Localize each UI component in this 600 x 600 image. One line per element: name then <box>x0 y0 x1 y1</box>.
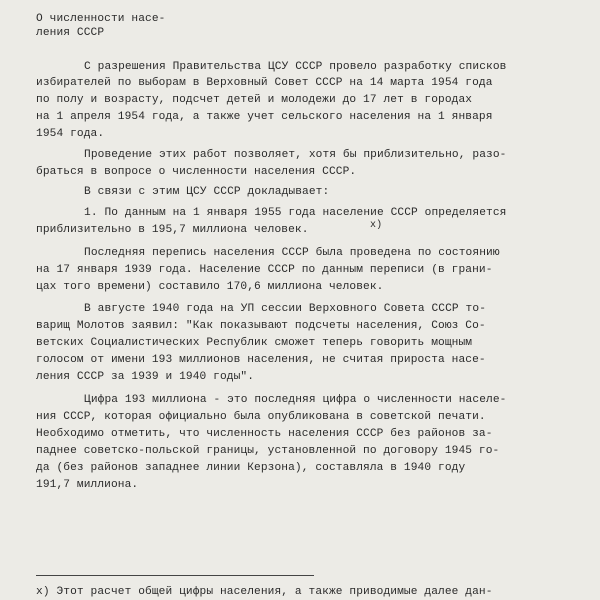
body-line: 1954 года. <box>36 128 105 140</box>
body-line: Цифра 193 миллиона - это последняя цифра о численности населе- <box>84 394 507 406</box>
heading-line-1: О численности насе- <box>36 13 166 25</box>
body-line: избирателей по выборам в Верховный Совет СССР на 14 марта 1954 года <box>36 77 493 89</box>
body-line: по полу и возрасту, подсчет детей и молодежи до 17 лет в городах <box>36 94 473 106</box>
footnote-text: x) Этот расчет общей цифры населения, а также приводимые далее дан- <box>36 586 493 598</box>
body-line: ветских Социалистических Республик сможет теперь говорить мощным <box>36 337 473 349</box>
body-line: Проведение этих работ позволяет, хотя бы приблизительно, разо- <box>84 149 507 161</box>
body-line: В августе 1940 года на УП сессии Верховного Совета СССР то- <box>84 303 487 315</box>
body-line: цах того времени) составило 170,6 миллиона человек. <box>36 281 384 293</box>
body-line: Последняя перепись населения СССР была проведена по состоянию <box>84 247 500 259</box>
body-line: голосом от имени 193 миллионов населения, не считая прироста насе- <box>36 354 486 366</box>
body-line: В связи с этим ЦСУ СССР докладывает: <box>84 186 330 198</box>
heading-line-2: ления СССР <box>36 27 105 39</box>
body-line: варищ Молотов заявил: "Как показывают подсчеты населения, Союз Со- <box>36 320 486 332</box>
body-line: на 17 января 1939 года. Население СССР по данным переписи (в грани- <box>36 264 493 276</box>
body-line: С разрешения Правительства ЦСУ СССР провело разработку списков <box>84 61 507 73</box>
body-line: на 1 апреля 1954 года, а также учет сельского населения на 1 января <box>36 111 493 123</box>
body-line: ния СССР, которая официально была опубликована в советской печати. <box>36 411 486 423</box>
body-line: 191,7 миллиона. <box>36 479 139 491</box>
body-line: да (без районов западнее линии Керзона), составляла в 1940 году <box>36 462 466 474</box>
body-line: ления СССР за 1939 и 1940 годы". <box>36 371 255 383</box>
body-line: 1. По данным на 1 января 1955 года население СССР определяется <box>84 207 507 219</box>
footnote-divider <box>36 575 314 576</box>
body-line: Необходимо отметить, что численность населения СССР без районов за- <box>36 428 493 440</box>
body-line: паднее советско-польской границы, установленной по договору 1945 го- <box>36 445 500 457</box>
body-line: приблизительно в 195,7 миллиона человек. <box>36 224 309 236</box>
footnote-marker: x) <box>370 220 383 231</box>
body-line: браться в вопросе о численности населения СССР. <box>36 166 357 178</box>
